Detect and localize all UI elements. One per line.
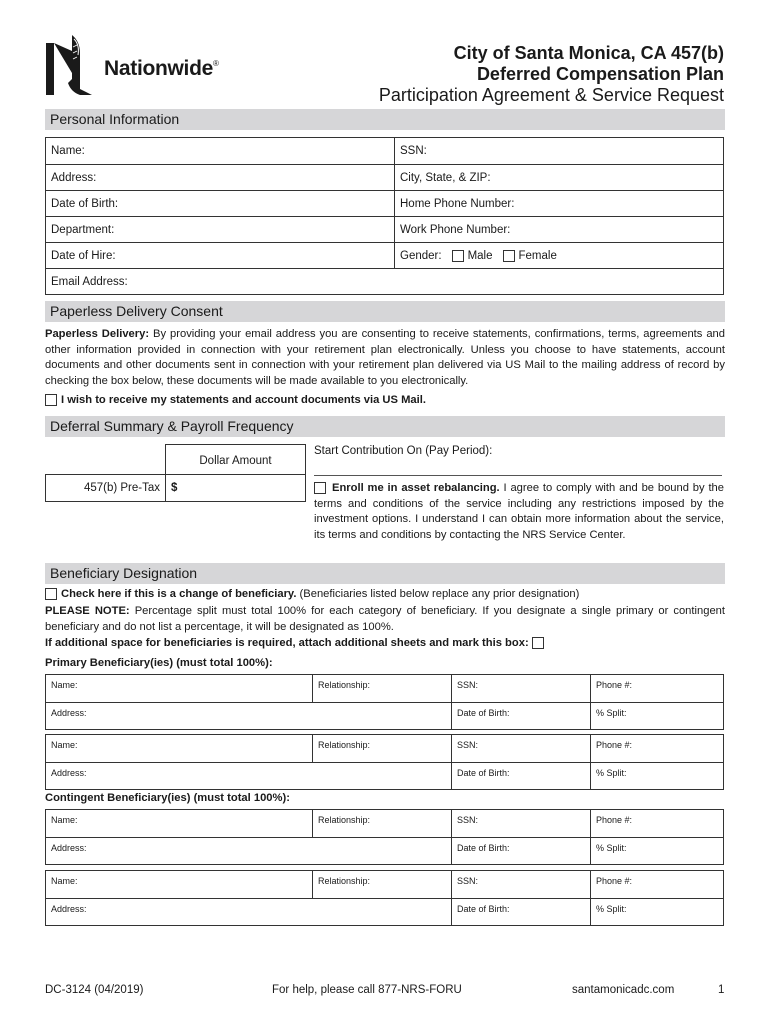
primary-beneficiary-2 xyxy=(45,734,724,790)
primary-beneficiary-1 xyxy=(45,674,724,730)
city-state-zip-field[interactable]: City, State, & ZIP: xyxy=(400,171,491,184)
email-field[interactable]: Email Address: xyxy=(51,275,128,288)
male-label: Male xyxy=(467,249,493,262)
asset-rebalancing-option: Enroll me in asset rebalancing. I agree to comply with and be bound by the terms and conditions of the service including any restrictions imposed by the investment options. I understand I can obtain more information about the service, its terms and conditions by contacting the NRS Service Center. xyxy=(314,482,724,541)
ben-phone-field[interactable]: Phone #: xyxy=(596,815,633,825)
ben-dob-field[interactable]: Date of Birth: xyxy=(452,838,591,864)
brand-name: Nationwide® xyxy=(104,57,219,80)
additional-sheets-checkbox[interactable] xyxy=(532,637,544,649)
ben-split-field[interactable]: % Split: xyxy=(596,843,627,853)
ben-dob-field[interactable]: Date of Birth: xyxy=(452,763,591,789)
ben-relationship-field[interactable]: Relationship: xyxy=(313,810,452,837)
title-plan: City of Santa Monica, CA 457(b) xyxy=(453,43,724,63)
form-title xyxy=(379,43,724,106)
section-beneficiary-designation: Beneficiary Designation xyxy=(45,563,725,584)
work-phone-field[interactable]: Work Phone Number: xyxy=(400,223,511,236)
section-deferral-summary: Deferral Summary & Payroll Frequency xyxy=(45,416,725,437)
ben-name-field[interactable]: Name: xyxy=(46,871,313,898)
start-contribution-label: Start Contribution On (Pay Period): xyxy=(314,445,493,457)
primary-beneficiary-label: Primary Beneficiary(ies) (must total 100%): xyxy=(45,657,273,669)
dollar-amount-header: Dollar Amount xyxy=(165,444,306,474)
help-line: For help, please call 877-NRS-FORU xyxy=(272,984,462,996)
ben-name-field[interactable]: Name: xyxy=(46,735,313,762)
name-field[interactable]: Name: xyxy=(46,138,395,164)
ben-phone-field[interactable]: Phone #: xyxy=(596,876,633,886)
section-personal-information: Personal Information xyxy=(45,109,725,130)
pretax-label: 457(b) Pre-Tax xyxy=(46,475,166,501)
ben-split-field[interactable]: % Split: xyxy=(596,768,627,778)
ben-split-field[interactable]: % Split: xyxy=(596,708,627,718)
date-of-hire-field[interactable]: Date of Hire: xyxy=(46,243,395,268)
page-number: 1 xyxy=(718,984,725,996)
ben-name-field[interactable]: Name: xyxy=(46,810,313,837)
ben-ssn-field[interactable]: SSN: xyxy=(452,675,591,702)
ben-address-field[interactable]: Address: xyxy=(46,899,452,925)
ben-ssn-field[interactable]: SSN: xyxy=(452,810,591,837)
start-contribution-input[interactable] xyxy=(314,475,722,476)
ssn-field[interactable]: SSN: xyxy=(400,145,427,157)
gender-label: Gender: xyxy=(400,249,442,262)
ben-split-field[interactable]: % Split: xyxy=(596,904,627,914)
beneficiary-note: PLEASE NOTE: Percentage split must total 100% for each category of beneficiary. If you designate a single primary or contingent beneficiary and do not list a percentage, it will be designated as 100%. xyxy=(45,605,725,633)
female-label: Female xyxy=(518,249,557,262)
deferral-table xyxy=(45,444,306,502)
ben-dob-field[interactable]: Date of Birth: xyxy=(452,703,591,729)
title-form-name: Participation Agreement & Service Request xyxy=(378,85,724,105)
us-mail-label: I wish to receive my statements and account documents via US Mail. xyxy=(61,394,426,406)
section-paperless-delivery: Paperless Delivery Consent xyxy=(45,301,725,322)
address-field[interactable]: Address: xyxy=(46,165,395,190)
nationwide-eagle-logo xyxy=(44,33,94,99)
ben-address-field[interactable]: Address: xyxy=(46,703,452,729)
website: santamonicadc.com xyxy=(572,984,675,996)
ben-relationship-field[interactable]: Relationship: xyxy=(313,871,452,898)
ben-name-field[interactable]: Name: xyxy=(46,675,313,702)
contingent-beneficiary-2 xyxy=(45,870,724,926)
ben-phone-field[interactable]: Phone #: xyxy=(596,740,633,750)
asset-rebalancing-checkbox[interactable] xyxy=(314,482,326,494)
ben-relationship-field[interactable]: Relationship: xyxy=(313,735,452,762)
pretax-amount-input[interactable]: $ xyxy=(171,482,178,494)
department-field[interactable]: Department: xyxy=(46,217,395,242)
male-checkbox[interactable] xyxy=(452,250,464,262)
paperless-consent-text: Paperless Delivery: By providing your email address you are consenting to receive statements, confirmations, terms, agreements and other information provided in connection with your retirement plan electronically. Unless you choose to have statements, account documents and other documents sent in connection with your retirement plan delivered via US Mail to the mailing address of record by checking the box below, these documents will be made available to you electronically. xyxy=(45,328,725,387)
additional-space-option: If additional space for beneficiaries is required, attach additional sheets and mark this box: xyxy=(45,636,725,652)
change-beneficiary-option: Check here if this is a change of beneficiary. (Beneficiaries listed below replace any prior designation) xyxy=(45,587,725,603)
form-id: DC-3124 (04/2019) xyxy=(45,984,144,996)
contingent-beneficiary-label: Contingent Beneficiary(ies) (must total 100%): xyxy=(45,792,290,804)
us-mail-checkbox[interactable] xyxy=(45,394,57,406)
title-plan-type: Deferred Compensation Plan xyxy=(476,64,724,84)
ben-phone-field[interactable]: Phone #: xyxy=(596,680,633,690)
change-beneficiary-checkbox[interactable] xyxy=(45,588,57,600)
home-phone-field[interactable]: Home Phone Number: xyxy=(400,197,515,210)
ben-ssn-field[interactable]: SSN: xyxy=(452,735,591,762)
female-checkbox[interactable] xyxy=(503,250,515,262)
ben-relationship-field[interactable]: Relationship: xyxy=(313,675,452,702)
gender-field xyxy=(395,243,723,268)
ben-address-field[interactable]: Address: xyxy=(46,763,452,789)
ben-dob-field[interactable]: Date of Birth: xyxy=(452,899,591,925)
date-of-birth-field[interactable]: Date of Birth: xyxy=(46,191,395,216)
personal-info-grid xyxy=(45,137,724,295)
contingent-beneficiary-1 xyxy=(45,809,724,865)
ben-address-field[interactable]: Address: xyxy=(46,838,452,864)
us-mail-option xyxy=(45,393,725,409)
ben-ssn-field[interactable]: SSN: xyxy=(452,871,591,898)
